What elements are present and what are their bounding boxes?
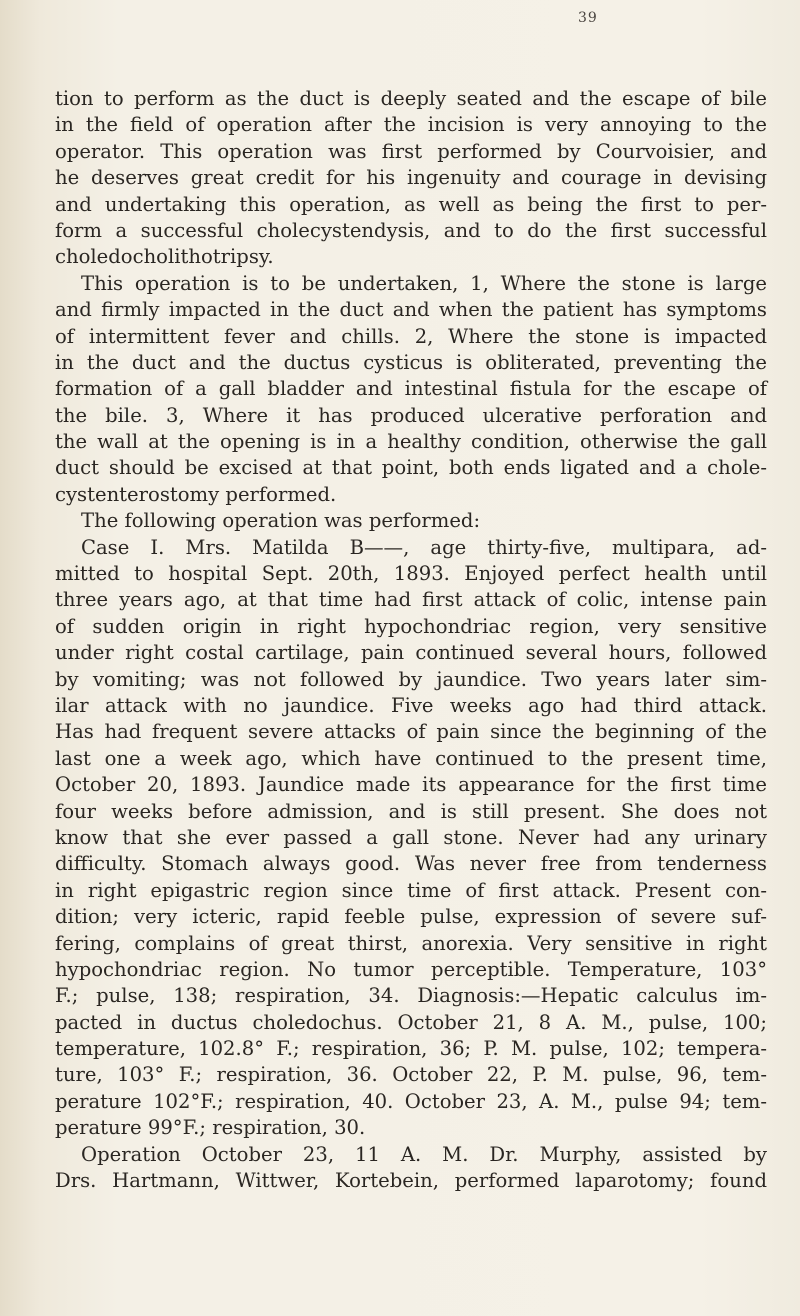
text-line: know that she ever passed a gall stone. Never had any urinary	[55, 825, 767, 849]
text-line: in the field of operation after the incision is very annoying to the	[55, 113, 767, 137]
text-line: three years ago, at that time had first attack of colic, intense pain	[55, 588, 767, 612]
text-line: pacted in ductus choledochus. October 21, 8 A. M., pulse, 100;	[55, 1010, 767, 1034]
text-line: ilar attack with no jaundice. Five weeks ago had third attack.	[55, 693, 767, 717]
text-line: the bile. 3, Where it has produced ulcerative perforation and	[55, 403, 767, 427]
text-line: perature 102°F.; respiration, 40. October 23, A. M., pulse 94; tem-	[55, 1089, 767, 1113]
text-line: Case I. Mrs. Matilda B——, age thirty-five, multipara, ad-	[81, 535, 767, 559]
text-line: in right epigastric region since time of first attack. Present con-	[55, 878, 767, 902]
text-line: under right costal cartilage, pain continued several hours, followed	[55, 641, 767, 665]
text-line: of sudden origin in right hypochondriac region, very sensitive	[55, 614, 767, 638]
text-line: form a successful cholecystendysis, and to do the first successful	[55, 218, 767, 242]
text-line: Has had frequent severe attacks of pain since the beginning of the	[55, 720, 767, 744]
text-line: choledocholithotripsy.	[55, 245, 274, 269]
text-line: ture, 103° F.; respiration, 36. October 22, P. M. pulse, 96, tem-	[55, 1063, 767, 1087]
text-line: October 20, 1893. Jaundice made its appearance for the first time	[55, 773, 767, 797]
text-line: formation of a gall bladder and intestinal fistula for the escape of	[55, 377, 767, 401]
text-line: perature 99°F.; respiration, 30.	[55, 1116, 366, 1140]
text-line: dition; very icteric, rapid feeble pulse, expression of severe suf-	[55, 905, 767, 929]
text-line: he deserves great credit for his ingenuity and courage in devising	[55, 166, 767, 190]
text-line: The following operation was performed:	[81, 509, 481, 533]
body-text	[55, 86, 767, 1194]
text-line: tion to perform as the duct is deeply seated and the escape of bile	[55, 87, 767, 110]
text-line: by vomiting; was not followed by jaundice. Two years later sim-	[55, 667, 767, 691]
text-line: duct should be excised at that point, both ends ligated and a chole-	[55, 456, 767, 480]
text-line: last one a week ago, which have continued to the present time,	[55, 746, 767, 770]
text-line: temperature, 102.8° F.; respiration, 36; P. M. pulse, 102; tempera-	[55, 1037, 767, 1061]
text-line: in the duct and the ductus cysticus is obliterated, preventing the	[55, 350, 767, 374]
text-line: fering, complains of great thirst, anorexia. Very sensitive in right	[55, 931, 767, 955]
page-number: 39	[578, 10, 598, 26]
text-line: F.; pulse, 138; respiration, 34. Diagnosis:—Hepatic calculus im-	[55, 984, 767, 1008]
text-line: the wall at the opening is in a healthy condition, otherwise the gall	[55, 430, 767, 454]
text-line: mitted to hospital Sept. 20th, 1893. Enjoyed perfect health until	[55, 562, 767, 586]
text-line: of intermittent fever and chills. 2, Where the stone is impacted	[55, 324, 767, 348]
text-line: This operation is to be undertaken, 1, Where the stone is large	[81, 271, 767, 295]
text-line: four weeks before admission, and is still present. She does not	[55, 799, 767, 823]
text-line: Drs. Hartmann, Wittwer, Kortebein, performed laparotomy; found	[55, 1169, 767, 1193]
text-line: and firmly impacted in the duct and when the patient has symptoms	[55, 298, 767, 322]
text-line: difficulty. Stomach always good. Was never free from tenderness	[55, 852, 767, 876]
text-line: hypochondriac region. No tumor perceptible. Temperature, 103°	[55, 957, 767, 981]
text-line: Operation October 23, 11 A. M. Dr. Murphy, assisted by	[81, 1142, 767, 1166]
text-line: cystenterostomy performed.	[55, 482, 337, 506]
text-line: and undertaking this operation, as well as being the first to per-	[55, 192, 767, 216]
text-line: operator. This operation was first performed by Courvoisier, and	[55, 139, 767, 163]
